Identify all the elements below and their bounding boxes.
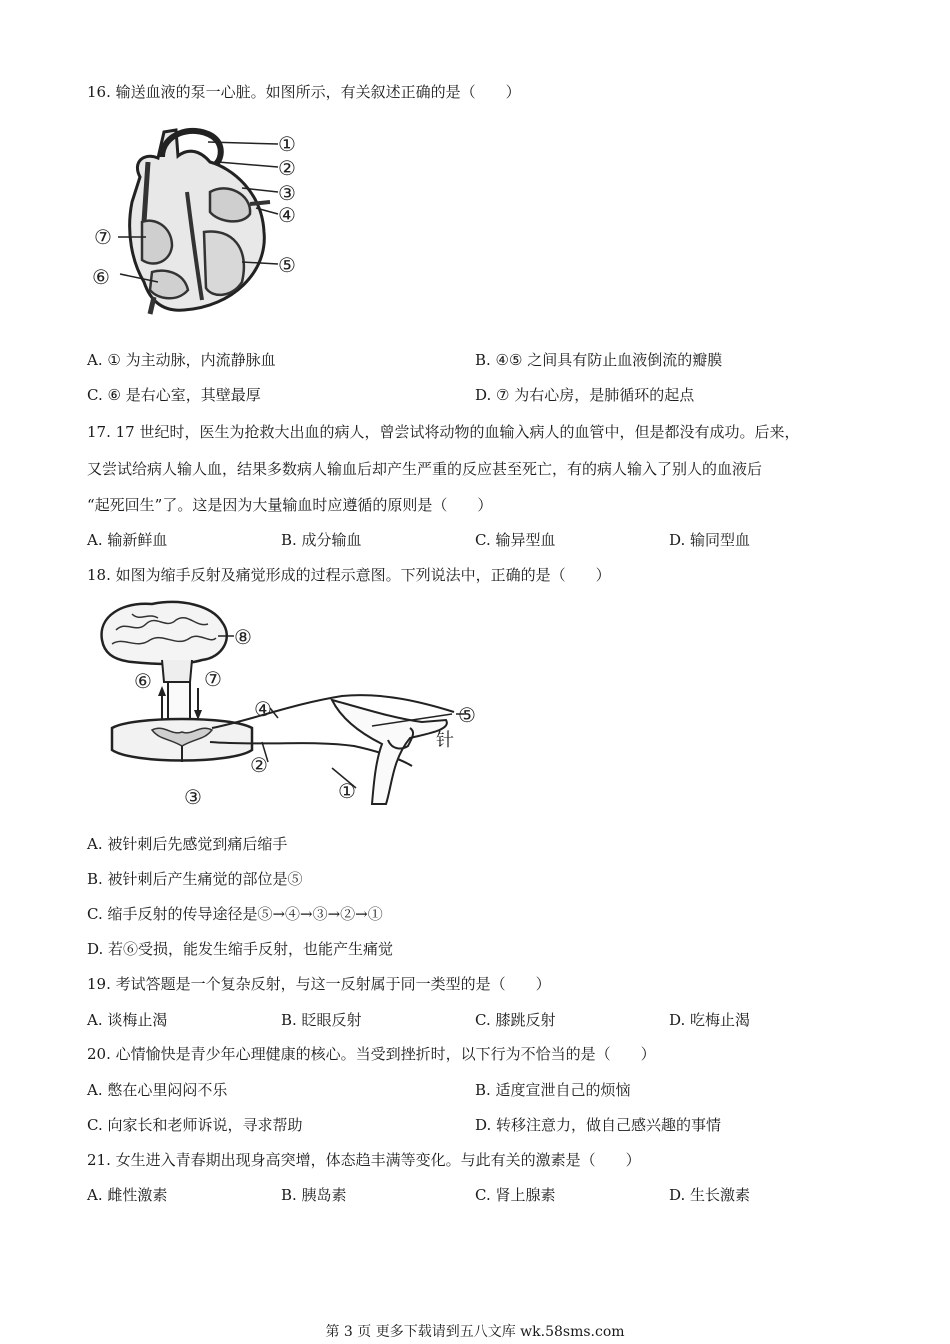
- reflex-label-6: ⑥: [134, 669, 152, 693]
- q19-option-a: A. 谈梅止渴: [87, 1011, 168, 1029]
- q20-option-c: C. 向家长和老师诉说，寻求帮助: [87, 1116, 303, 1134]
- reflex-label-3: ③: [184, 785, 202, 809]
- q18-option-d: D. 若⑥受损，能发生缩手反射，也能产生痛觉: [87, 940, 394, 958]
- q16-option-a: A. ① 为主动脉，内流静脉血: [87, 351, 276, 369]
- q16-option-b: B. ④⑤ 之间具有防止血液倒流的瓣膜: [475, 351, 723, 369]
- reflex-arc-diagram: [92, 600, 487, 810]
- q16-option-d: D. ⑦ 为右心房，是肺循环的起点: [475, 386, 695, 404]
- q21-option-c: C. 肾上腺素: [475, 1186, 556, 1204]
- q21-option-d: D. 生长激素: [669, 1186, 751, 1204]
- q16-option-c: C. ⑥ 是右心室，其壁最厚: [87, 386, 261, 404]
- q18-option-c: C. 缩手反射的传导途径是⑤→④→③→②→①: [87, 905, 383, 923]
- brain-stem: [162, 660, 192, 682]
- reflex-label-5: ⑤: [458, 703, 476, 727]
- q17-option-c: C. 输异型血: [475, 531, 556, 549]
- q19-option-c: C. 膝跳反射: [475, 1011, 556, 1029]
- heart-label-4: ④: [278, 203, 296, 227]
- q20-option-b: B. 适度宣泄自己的烦恼: [475, 1081, 631, 1099]
- q17-stem-line2: 又尝试给病人输人血，结果多数病人输血后却产生严重的反应甚至死亡，有的病人输入了别人的血液后: [87, 460, 763, 478]
- heart-label-5: ⑤: [278, 253, 296, 277]
- brain-outline: [102, 602, 227, 664]
- heart-label-7: ⑦: [94, 225, 112, 249]
- q17-option-b: B. 成分输血: [281, 531, 362, 549]
- q20-stem: 20. 心情愉快是青少年心理健康的核心。当受到挫折时，以下行为不恰当的是（ ）: [87, 1045, 656, 1063]
- heart-diagram: [92, 122, 317, 317]
- q18-option-a: A. 被针刺后先感觉到痛后缩手: [87, 835, 288, 853]
- q19-option-b: B. 眨眼反射: [281, 1011, 362, 1029]
- reflex-label-1: ①: [338, 779, 356, 803]
- q17-option-d: D. 输同型血: [669, 531, 751, 549]
- reflex-label-2: ②: [250, 753, 268, 777]
- q18-stem: 18. 如图为缩手反射及痛觉形成的过程示意图。下列说法中，正确的是（ ）: [87, 566, 611, 584]
- heart-label-6: ⑥: [92, 265, 110, 289]
- reflex-label-7: ⑦: [204, 667, 222, 691]
- heart-label-3: ③: [278, 181, 296, 205]
- heart-label-1: ①: [278, 132, 296, 156]
- inferior-vena-cava: [150, 297, 154, 314]
- q21-option-b: B. 胰岛素: [281, 1186, 347, 1204]
- q16-stem: 16. 输送血液的泵一心脏。如图所示，有关叙述正确的是（ ）: [87, 83, 521, 101]
- reflex-label-8: ⑧: [234, 625, 252, 649]
- q17-stem-line3: “起死回生”了。这是因为大量输血时应遵循的原则是（ ）: [87, 496, 493, 514]
- q18-option-b: B. 被针刺后产生痛觉的部位是⑤: [87, 870, 303, 888]
- pulmonary-vein: [250, 202, 270, 204]
- q17-option-a: A. 输新鲜血: [87, 531, 168, 549]
- q21-stem: 21. 女生进入青春期出现身高突增，体态趋丰满等变化。与此有关的激素是（ ）: [87, 1151, 641, 1169]
- heart-label-2: ②: [278, 156, 296, 180]
- q20-option-a: A. 憋在心里闷闷不乐: [87, 1081, 228, 1099]
- q21-option-a: A. 雌性激素: [87, 1186, 168, 1204]
- page-footer: 第 3 页 更多下载请到五八文库 wk.58sms.com: [325, 1324, 625, 1340]
- reflex-label-4: ④: [254, 697, 272, 721]
- q20-option-d: D. 转移注意力，做自己感兴趣的事情: [475, 1116, 722, 1134]
- needle-label: 针: [436, 730, 454, 751]
- q19-option-d: D. 吃梅止渴: [669, 1011, 751, 1029]
- q19-stem: 19. 考试答题是一个复杂反射，与这一反射属于同一类型的是（ ）: [87, 975, 551, 993]
- q17-stem-line1: 17. 17 世纪时，医生为抢救大出血的病人，曾尝试将动物的血输入病人的血管中，但是都没有成功。后来，: [87, 423, 800, 441]
